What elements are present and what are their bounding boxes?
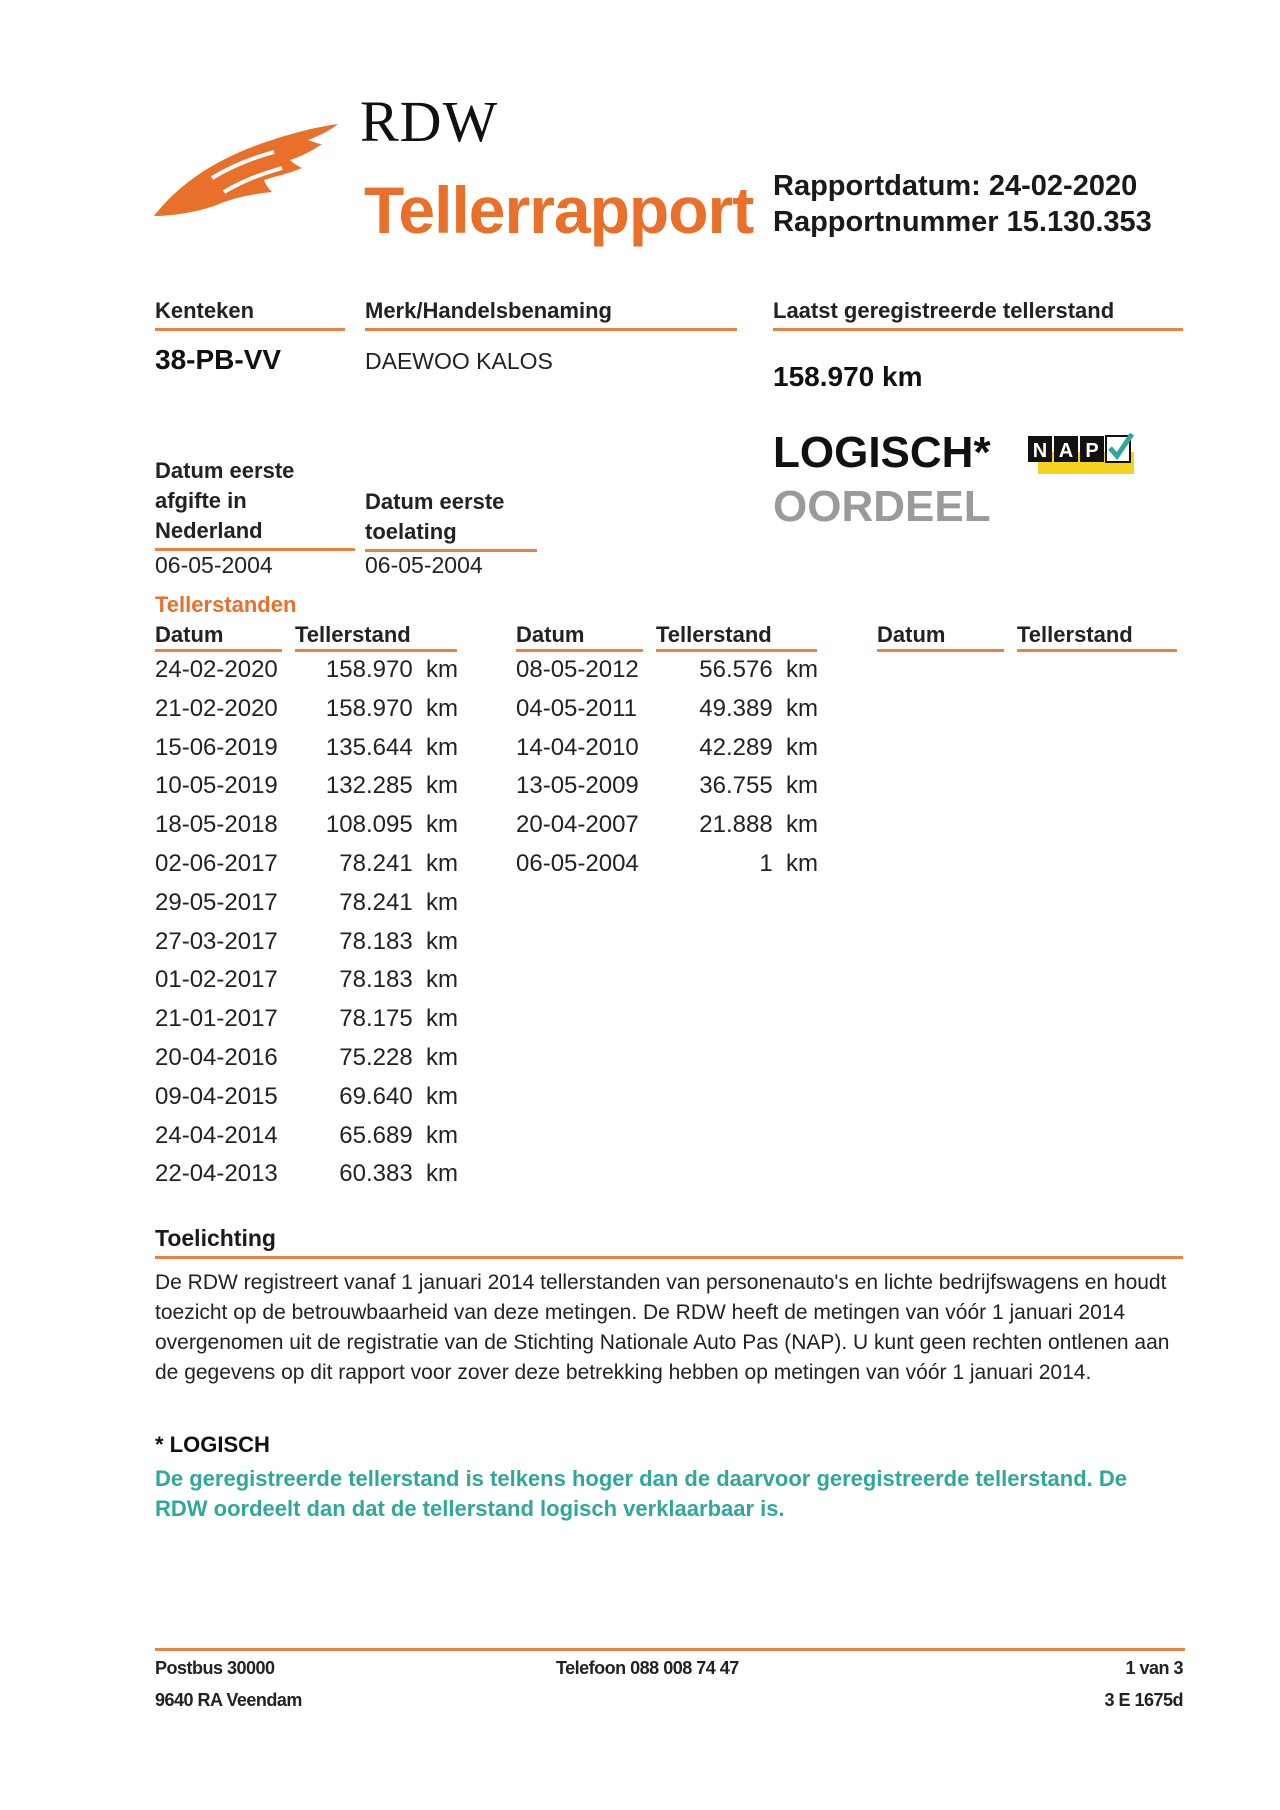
row-tellerstand: 49.389 km — [699, 694, 818, 722]
row-datum: 02-06-2017 — [155, 850, 278, 877]
row-datum: 24-02-2020 — [155, 656, 278, 683]
row-tellerstand: 78.241 km — [339, 850, 458, 877]
tellerstand-row — [155, 966, 458, 1004]
footer-page: 1 van 3 — [1125, 1658, 1183, 1678]
tellerstand-row — [155, 1122, 458, 1160]
toelating-label-line: toelating — [365, 519, 457, 544]
row-datum: 09-04-2015 — [155, 1082, 278, 1110]
row-datum: 08-05-2012 — [516, 656, 639, 683]
col-header-datum: Datum — [877, 622, 1004, 652]
tellerstand-row — [155, 1160, 458, 1198]
row-tellerstand: 132.285 km — [325, 772, 458, 800]
row-tellerstand: 42.289 km — [699, 733, 818, 761]
page-title: Tellerrapport — [364, 173, 754, 247]
nap-letter: A — [1058, 440, 1074, 462]
merk-label: Merk/Handelsbenaming — [365, 296, 737, 331]
footer-phone: Telefoon 088 008 74 47 — [556, 1658, 739, 1678]
row-datum: 29-05-2017 — [155, 888, 278, 916]
row-tellerstand: 1 km — [759, 850, 818, 877]
tellerstand-row — [155, 1005, 458, 1043]
nap-letter: N — [1032, 440, 1048, 462]
row-tellerstand: 78.241 km — [339, 888, 458, 916]
col-header-datum: Datum — [516, 622, 643, 652]
tellerstand-row — [516, 772, 818, 810]
afgifte-label — [155, 456, 355, 551]
row-tellerstand: 78.175 km — [339, 1005, 458, 1033]
row-tellerstand: 108.095 km — [325, 811, 458, 839]
row-datum: 01-02-2017 — [155, 966, 278, 994]
row-datum: 20-04-2007 — [516, 811, 639, 839]
col-header-datum: Datum — [155, 622, 282, 652]
footer-divider — [155, 1648, 1185, 1651]
afgifte-label-line: Nederland — [155, 518, 263, 543]
tellerstand-row — [155, 1083, 458, 1121]
report-meta — [773, 168, 1152, 240]
laatst-value: 158.970 km — [773, 361, 923, 392]
logisch-footnote-label: * LOGISCH — [155, 1432, 270, 1457]
tellerstand-row — [516, 811, 818, 849]
row-tellerstand: 21.888 km — [699, 811, 818, 839]
toelichting-heading: Toelichting — [155, 1225, 1183, 1259]
row-tellerstand: 75.228 km — [339, 1044, 458, 1071]
row-datum: 04-05-2011 — [516, 694, 637, 722]
afgifte-label-line: Datum eerste — [155, 458, 295, 483]
report-number: Rapportnummer 15.130.353 — [773, 206, 1152, 238]
row-datum: 14-04-2010 — [516, 733, 639, 761]
row-tellerstand: 65.689 km — [339, 1121, 458, 1149]
afgifte-label-line: afgifte in — [155, 488, 247, 513]
tellerstand-row — [516, 850, 818, 888]
row-tellerstand: 78.183 km — [339, 927, 458, 955]
row-tellerstand: 69.640 km — [339, 1082, 458, 1110]
footer-address-1: Postbus 30000 — [155, 1658, 275, 1678]
laatst-label: Laatst geregistreerde tellerstand — [773, 296, 1183, 331]
row-tellerstand: 158.970 km — [325, 656, 458, 683]
col-header-tellerstand: Tellerstand — [1017, 622, 1177, 652]
row-datum: 24-04-2014 — [155, 1121, 278, 1149]
row-datum: 22-04-2013 — [155, 1160, 278, 1188]
col-header-tellerstand: Tellerstand — [656, 622, 817, 652]
tellerstand-row — [155, 1044, 458, 1082]
tellerstanden-title: Tellerstanden — [155, 592, 297, 617]
row-datum: 21-02-2020 — [155, 694, 278, 722]
row-datum: 18-05-2018 — [155, 811, 278, 839]
row-datum: 21-01-2017 — [155, 1005, 278, 1033]
row-datum: 20-04-2016 — [155, 1044, 278, 1071]
tellerstand-row — [155, 695, 458, 733]
footer-address-2: 9640 RA Veendam — [155, 1690, 302, 1710]
toelating-label — [365, 487, 537, 552]
row-tellerstand: 78.183 km — [339, 966, 458, 994]
row-tellerstand: 158.970 km — [325, 694, 458, 722]
row-datum: 06-05-2004 — [516, 850, 639, 877]
logisch-explanation: De geregistreerde tellerstand is telkens hoger dan de daarvoor geregistreerde tellerstand. De RDW oordeelt dan dat de tellerstand logisch verklaarbaar is. — [155, 1466, 1128, 1521]
tellerstand-row — [155, 928, 458, 966]
tellerstand-row — [155, 889, 458, 927]
tellerstand-row — [155, 850, 458, 888]
afgifte-value: 06-05-2004 — [155, 552, 273, 578]
row-datum: 10-05-2019 — [155, 772, 278, 800]
kenteken-value: 38-PB-VV — [155, 344, 282, 375]
row-tellerstand: 36.755 km — [699, 772, 818, 800]
tellerstand-row — [155, 772, 458, 810]
tellerstand-row — [516, 656, 818, 694]
verdict-result: LOGISCH* — [773, 428, 991, 477]
row-datum: 27-03-2017 — [155, 927, 278, 955]
col-header-tellerstand: Tellerstand — [295, 622, 457, 652]
tellerstand-row — [516, 695, 818, 733]
kenteken-label: Kenteken — [155, 296, 345, 331]
toelichting-text: De RDW registreert vanaf 1 januari 2014 tellerstanden van personenauto's en lichte bedrijfswagens en houdt toezicht op de betrouwbaarheid van deze metingen. De RDW heeft de metingen van vóór 1 januari 2014 overgenomen uit de registratie van de Stichting Nationale Auto Pas (NAP). U kunt geen rechten ontlenen aan de gegevens op dit rapport voor zover deze betrekking hebben op metingen van vóór 1 januari 2014. — [155, 1271, 1170, 1384]
nap-check-icon — [1026, 432, 1138, 476]
footer-code: 3 E 1675d — [1104, 1690, 1183, 1710]
tellerstand-row — [516, 734, 818, 772]
tellerstand-row — [155, 656, 458, 694]
toelating-value: 06-05-2004 — [365, 552, 483, 578]
rdw-logo-icon — [152, 118, 342, 228]
verdict-label: OORDEEL — [773, 482, 991, 531]
row-datum: 13-05-2009 — [516, 772, 639, 800]
toelating-label-line: Datum eerste — [365, 489, 505, 514]
nap-letter: P — [1085, 440, 1099, 462]
row-tellerstand: 60.383 km — [339, 1160, 458, 1188]
row-tellerstand: 135.644 km — [325, 733, 458, 761]
tellerstand-row — [155, 811, 458, 849]
tellerstand-row — [155, 734, 458, 772]
report-date: Rapportdatum: 24-02-2020 — [773, 170, 1138, 202]
org-name: RDW — [360, 89, 499, 154]
row-tellerstand: 56.576 km — [699, 656, 818, 683]
merk-value: DAEWOO KALOS — [365, 348, 553, 374]
row-datum: 15-06-2019 — [155, 733, 278, 761]
